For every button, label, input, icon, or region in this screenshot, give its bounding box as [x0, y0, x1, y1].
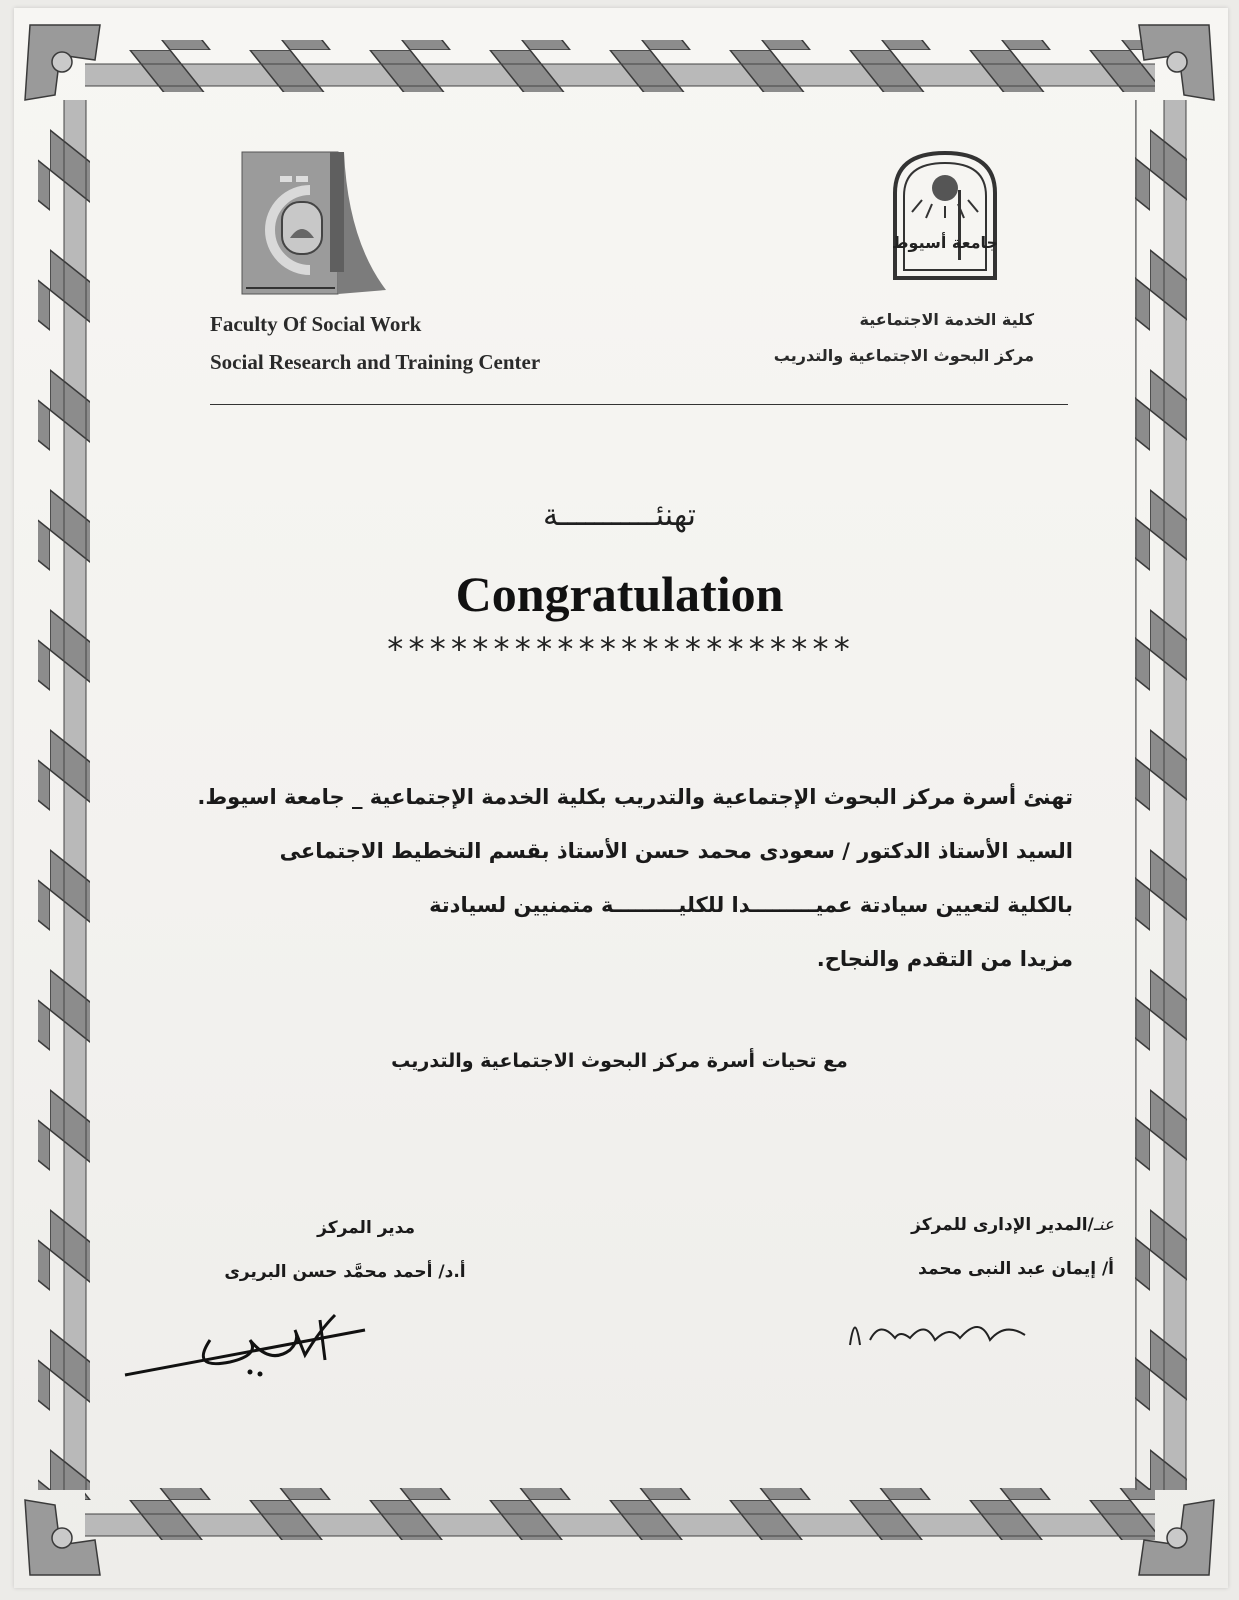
faculty-name-arabic: كلية الخدمة الاجتماعية [859, 310, 1034, 329]
title-english: Congratulation [455, 566, 784, 622]
congratulation-body [168, 770, 1073, 986]
ribbon-left [38, 100, 90, 1490]
director-signature [120, 1300, 370, 1390]
closing-line: مع تحيات أسرة مركز البحوث الاجتماعية والتدريب [391, 1050, 848, 1072]
ribbon-top [85, 40, 1155, 92]
ribbon-bottom [85, 1488, 1155, 1540]
director-name: أ.د/ أحمد محمَّد حسن البريرى [224, 1262, 466, 1282]
assiut-university-seal [890, 148, 1000, 283]
on-behalf-prefix: عنـ [1093, 1215, 1114, 1235]
title-arabic: تهنئـــــــــــة [542, 498, 697, 533]
director-role: مدير المركز [317, 1218, 415, 1238]
title-stars: ********************** [385, 630, 854, 668]
admin-name: أ/ إيمان عبد النبى محمد [918, 1259, 1114, 1279]
body-line: مزيدا من التقدم والنجاح. [816, 947, 1073, 971]
research-center-logo [240, 150, 390, 300]
body-line: تهنئ أسرة مركز البحوث الإجتماعية والتدريب بكلية الخدمة الإجتماعية _ جامعة اسيوط. [197, 785, 1073, 809]
center-name-english: Social Research and Training Center [210, 350, 541, 374]
ribbon-right [1135, 100, 1187, 1490]
admin-role [814, 1215, 1114, 1235]
body-line: السيد الأستاذ الدكتور / سعودى محمد حسن الأستاذ بقسم التخطيط الاجتماعى [279, 839, 1073, 863]
center-name-arabic: مركز البحوث الاجتماعية والتدريب [773, 346, 1034, 365]
signature-block-director [195, 1218, 495, 1282]
body-line: بالكلية لتعيين سيادتة عميـــــــــدا للكليـــــــــة متمنيين لسيادتة [429, 893, 1073, 917]
seal-text: جامعة أسيوط [891, 233, 999, 252]
signature-block-admin [814, 1215, 1114, 1279]
admin-role-text: /المدير الإدارى للمركز [911, 1215, 1094, 1235]
faculty-name-english: Faculty Of Social Work [210, 312, 422, 336]
header-divider [210, 404, 1068, 405]
admin-signature [840, 1300, 1040, 1355]
